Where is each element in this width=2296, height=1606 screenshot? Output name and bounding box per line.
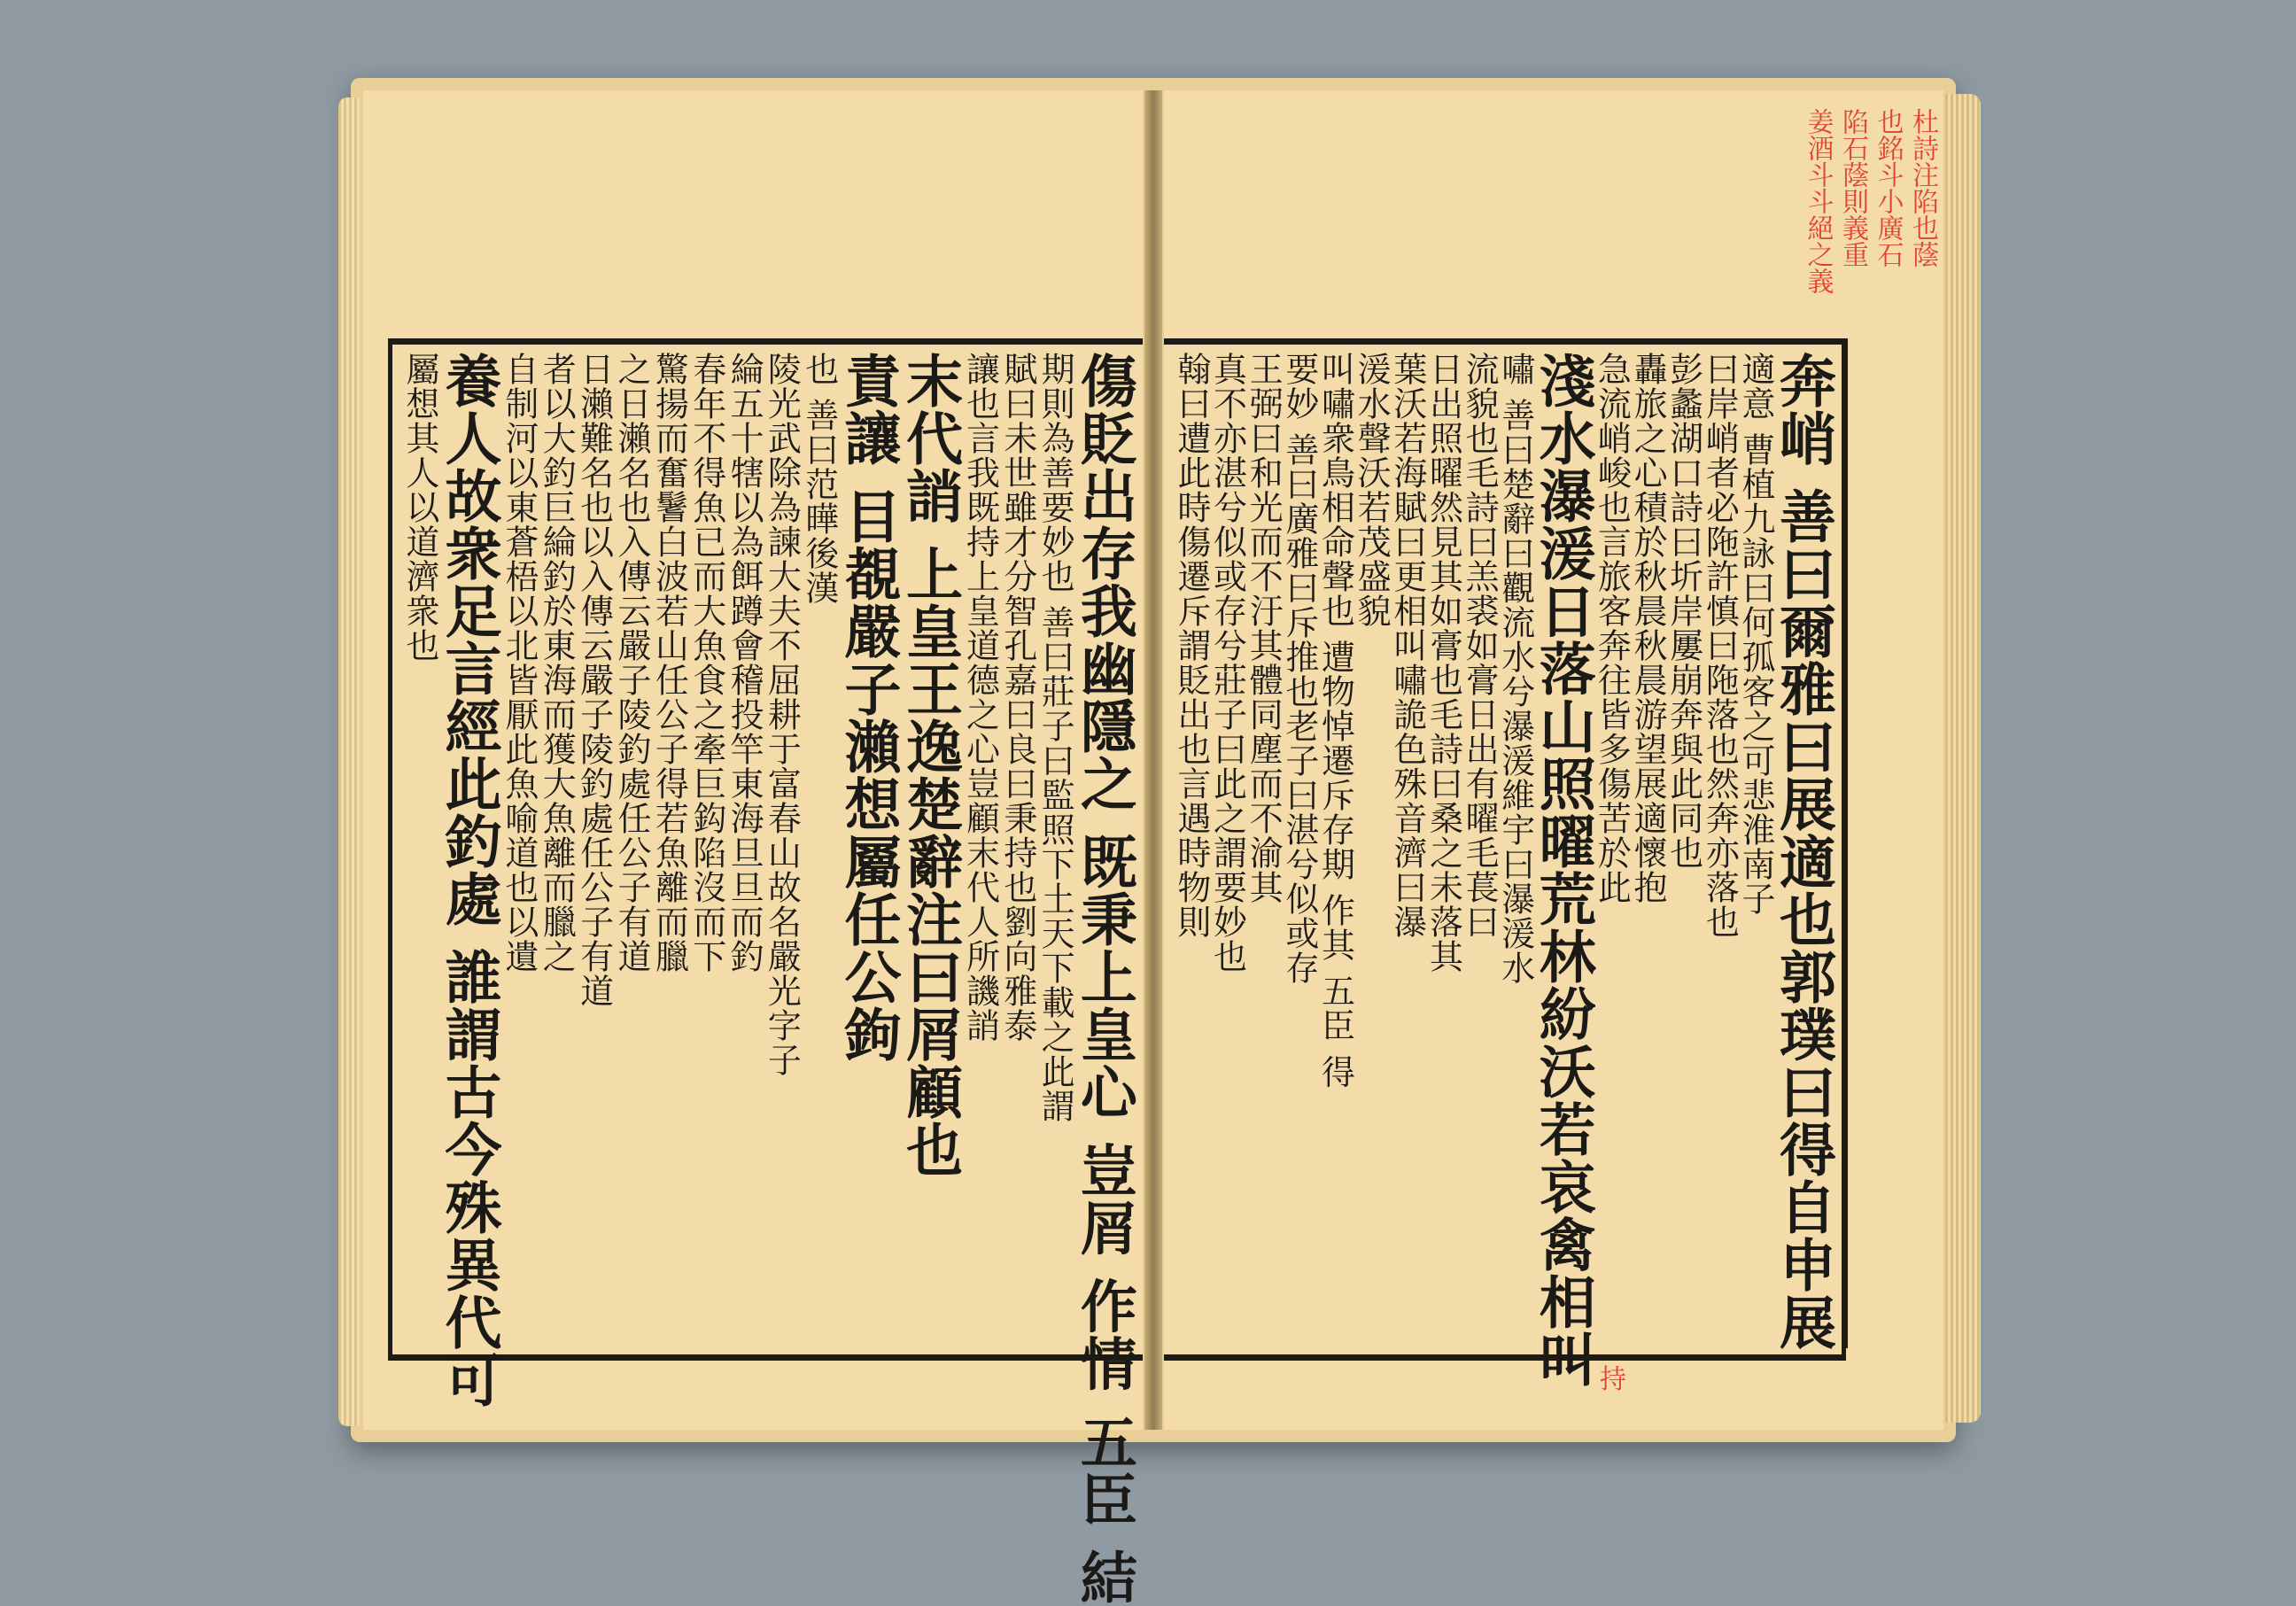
left-column-5: 末代誚 上皇王逸楚辭注曰屑顧也 [896,352,964,1179]
left-column-15: 自制河以東蒼梧以北皆厭此魚喻道也以遺 [499,352,539,974]
left-page-edges [338,97,360,1426]
right-text-columns [1171,352,1836,1388]
right-column-11: 葉沃若海賦曰更相叫嘯詭色殊音濟曰瀑 [1387,352,1427,939]
book-gutter [1144,90,1162,1430]
margin-note-line-1: 杜詩注陷也蔭 [1907,108,1938,268]
left-column-14: 者以大釣巨綸釣於東海而獲大魚離而臘之 [537,352,577,974]
right-text-frame [1164,338,1846,1388]
right-column-10: 日出照曜然見其如膏也毛詩曰桑之未落其 [1423,352,1463,974]
left-column-3: 賦曰未世雖才分智孔嘉曰良曰秉持也劉向雅泰 [997,352,1037,1043]
right-column-13: 叫嘯衆鳥相命聲也 遭物悼遷斥存期 作其 五臣 得 [1315,352,1355,1090]
right-column-5: 轟旅之心積於秋晨秋晨游望展適懷抱 [1628,352,1668,904]
left-column-1: 傷貶出存我幽隱之 既秉上皇心 豈屑 作情 五臣 結 [1070,352,1137,1606]
margin-note-line-4: 姜酒斗斗絕之義 [1802,108,1834,294]
left-column-9: 綸五十犗以為餌蹲會稽投竿東海旦旦而釣 [725,352,764,974]
right-column-14: 要妙 善曰廣雅曰斥推也老子曰湛兮似或存 [1279,352,1319,986]
left-text-frame [388,338,1143,1606]
left-text-columns [399,352,1137,1606]
left-column-17: 屬想其人以道濟衆也 [399,352,439,663]
open-book [351,78,1956,1606]
right-column-1: 奔峭 善曰爾雅曰展適也郭璞曰得自申展 [1769,352,1836,1352]
left-column-6: 責讓 目覩嚴子瀨想屬任公鉤 [834,352,902,1064]
right-column-17: 翰曰遭此時傷遷斥謂貶出也言遇時物則 [1171,352,1211,939]
right-column-6: 急流峭峻也言旅客奔往皆多傷苦於此 [1592,352,1632,904]
right-column-3: 曰岸峭者必陁許慎曰陁落也然奔亦落也 [1700,352,1740,939]
right-page-edges [1945,94,1981,1423]
left-column-11: 驚揚而奮鬐白波若山任公子得若魚離而臘 [649,352,689,974]
left-column-4: 讓也言我既持上皇道德之心豈顧末代人所譏誚 [960,352,1000,1043]
right-column-8: 嘯 善曰楚辭曰觀流水兮瀑湲維宇曰瀑湲水 [1495,352,1535,986]
right-page [1164,90,1943,1430]
left-column-13: 日瀨難名也以入傳云嚴子陵釣處任公子有道 [574,352,614,1008]
left-page [363,90,1143,1606]
right-column-7: 淺水瀑湲日落山照曜荒林紛沃若哀禽相叫 [1529,352,1596,1388]
right-column-9: 流貌也毛詩曰羔裘如膏日出有曜毛萇曰 [1460,352,1500,939]
left-column-8: 陵光武除為諫大夫不屈耕于富春山故名嚴光字子 [762,352,802,1077]
left-column-7: 也 善曰范曄後漢 [799,352,839,606]
red-correction-mark: 持 [1600,1364,1626,1395]
margin-note-line-2: 也銘斗小廣石 [1872,108,1904,268]
right-column-2: 適意 曹植九詠曰何孤客之可悲淮南子 [1736,352,1776,917]
right-column-4: 彭蠡湖口詩曰圻岸屢崩奔與此同也 [1664,352,1703,870]
right-column-15: 王弼曰和光而不汙其體同塵而不渝其 [1244,352,1284,904]
margin-note-line-3: 陷石蔭則義重 [1837,108,1868,268]
right-column-16: 真不亦湛兮似或存兮莊子曰此之謂要妙也 [1207,352,1247,974]
right-centerfold [1845,338,1894,1348]
left-column-12: 之日瀨名也入傳云嚴子陵釣處任公子有道 [611,352,651,974]
left-column-10: 春年不得魚已而大魚食之牽巨鈎陷沒而下 [686,352,726,974]
left-column-2: 期則為善要妙也 善曰莊子曰監照下土天下載之此謂 [1036,352,1075,1124]
left-column-16: 養人故衆足言經此釣處 誰謂古今殊異代可 [435,352,502,1409]
right-column-12: 湲水聲沃若茂盛貌 [1352,352,1392,628]
